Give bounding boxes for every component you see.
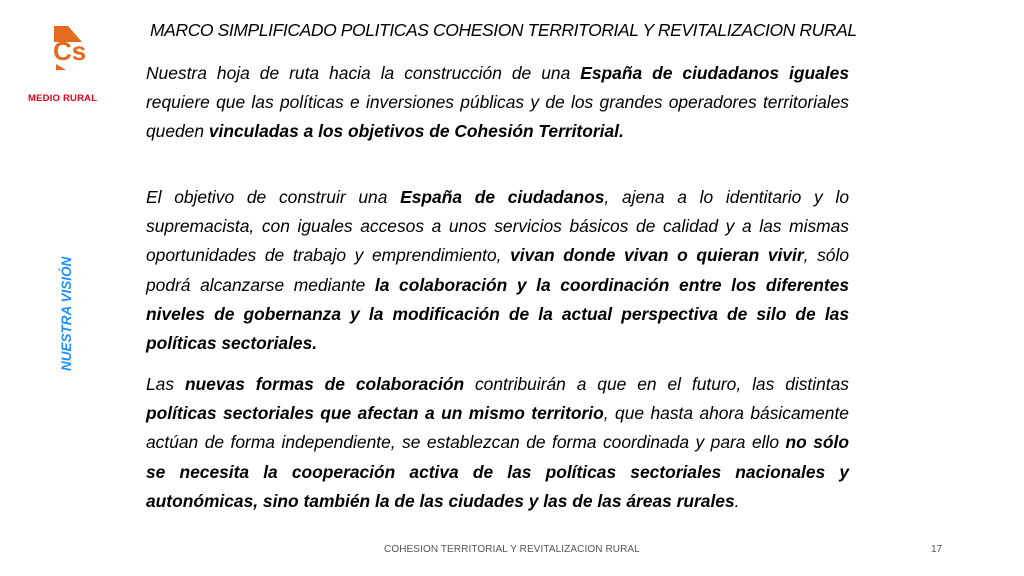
text-run: El objetivo de construir una	[146, 187, 401, 207]
page-number: 17	[931, 544, 943, 555]
bold-text-run: España de ciudadanos	[400, 187, 605, 207]
paragraph-1	[146, 59, 849, 147]
bold-text-run: vinculadas a los objetivos de Cohesión Territorial.	[208, 121, 624, 142]
paragraph-3	[146, 370, 849, 516]
bold-text-run: España de ciudadanos iguales	[580, 63, 849, 83]
text-run: , que hasta ahora básicamente actúan de forma independiente, se establezcan de forma coordinada y para ello	[146, 403, 849, 453]
text-run: requiere que las políticas e inversiones públicas y de los grandes operadores territoriales queden	[146, 92, 849, 142]
bold-text-run: no sólo se necesita la cooperación activa de las políticas sectoriales nacionales y autonómicas, sino también la de las ciudades y las de las áreas rurales	[146, 432, 850, 511]
side-label: NUESTRA VISIÓN	[59, 256, 74, 371]
bold-text-run: vivan donde vivan o quieran vivir	[510, 245, 804, 266]
footer-text: COHESION TERRITORIAL Y REVITALIZACION RURAL	[384, 544, 640, 555]
text-run: contribuirán a que en el futuro, las distintas	[464, 374, 849, 394]
text-run: .	[734, 490, 740, 511]
text-run: , ajena a lo identitario y lo supremacista, con iguales accesos a unos servicios básicos de calidad y a las mismas oportunidades de trabajo y emprendimiento,	[146, 187, 850, 266]
section-label: MEDIO RURAL	[28, 93, 98, 104]
text-run: , sólo podrá alcanzarse mediante	[146, 245, 849, 295]
text-run: Las	[146, 374, 185, 394]
text-run: Nuestra hoja de ruta hacia la construcción de una	[146, 63, 581, 83]
logo-text: Cs	[53, 36, 87, 66]
bold-text-run: la colaboración y la coordinación entre los diferentes niveles de gobernanza y la modificación de la actual perspectiva de silo de las políticas sectoriales.	[146, 274, 849, 354]
bold-text-run: políticas sectoriales que afectan a un mismo territorio	[146, 403, 604, 424]
slide-title: MARCO SIMPLIFICADO POLITICAS COHESION TERRITORIAL Y REVITALIZACION RURAL	[150, 20, 857, 40]
cs-logo	[52, 24, 96, 70]
bold-text-run: nuevas formas de colaboración	[184, 374, 465, 394]
paragraph-2	[146, 183, 849, 358]
